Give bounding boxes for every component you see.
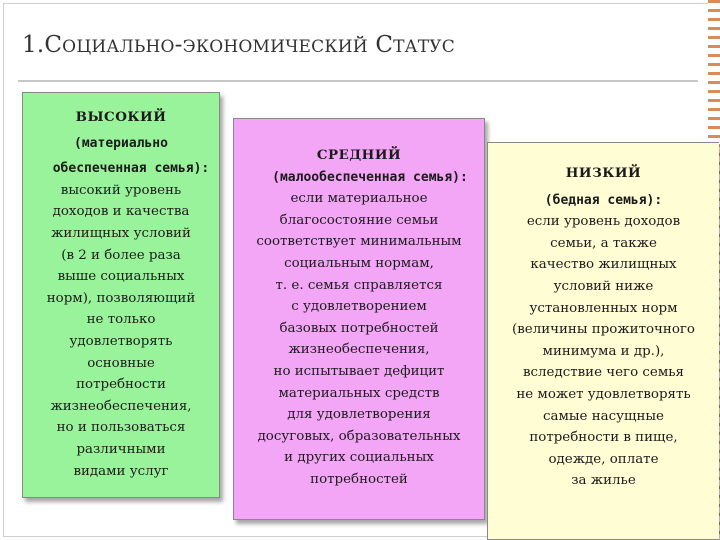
high-status-description: высокий уровень доходов и качества жилищных условий (в 2 и более раза выше социальных норм), позволяющий не только удовлетворять основные потребности жизнеобеспечения, но и пользоваться различными видами услуг [46,182,196,479]
low-status-box [487,142,719,540]
high-status-box [22,92,220,498]
middle-status-subtitle: (малообеспеченная семья): [272,169,468,185]
slide-title: 1.СОЦИАЛЬНО-ЭКОНОМИЧЕСКИЙ СТАТУС [22,32,456,58]
title-underline [18,80,698,82]
low-status-heading: НИЗКИЙ [565,165,642,181]
low-status-subtitle: (бедная семья): [544,192,663,208]
low-status-description: если уровень доходов семьи, а также качество жилищных условий ниже установленных норм (величины прожиточного минимума и др.), вследствие чего семья не может удовлетворять самые насущные потребности в пище, одежде, оплате за жилье [512,214,695,489]
middle-status-description: если материальное благосостояние семьи соответствует минимальным социальным нормам, т. е. семья справляется с удовлетворением базовых потребностей жизнеобеспечения, но испытывает дефицит материальных средств для удовлетворения досуговых, образовательных и других социальных потребностей [256,191,462,487]
middle-status-heading: СРЕДНИЙ [316,147,402,163]
high-status-subtitle-line2: обеспеченная семья): [52,161,210,177]
middle-status-box [233,118,485,520]
high-status-heading: ВЫСОКИЙ [75,109,167,125]
high-status-subtitle-line1: (материально [74,135,168,151]
